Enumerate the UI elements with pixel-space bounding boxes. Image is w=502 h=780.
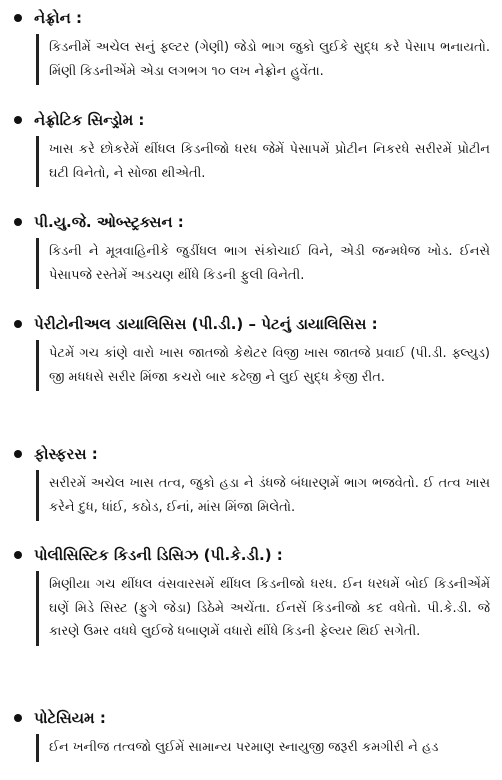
entry-heading — [10, 210, 496, 234]
entry-heading — [10, 108, 496, 132]
glossary-entry — [10, 6, 496, 85]
entry-term: પોલીસિસ્ટિક કિડની ડિસિઝ (પી.કે.ડી.) : — [34, 546, 283, 564]
bullet-icon — [14, 320, 22, 328]
glossary-entry — [10, 706, 496, 762]
entry-term: નેફ્રોન : — [34, 9, 83, 27]
entry-definition: સરીરમેં અચેલ ખાસ તત્વ, જુકો હડા ને ડંધજે બંધારણમેં ભાગ ભજવેતો. ઈ તત્વ ખાસ કરેને દુધ, ધાંઈ, કઠોડ, ઈનાં, માંસ મિંજા મિલેતો. — [36, 470, 496, 521]
glossary-entry — [10, 543, 496, 646]
bullet-icon — [14, 551, 22, 559]
entry-term: પી.યુ.જે. ઓબ્સ્ટ્રક્સન : — [34, 213, 184, 231]
glossary-entry — [10, 108, 496, 187]
entry-heading — [10, 312, 496, 336]
entry-heading — [10, 543, 496, 567]
bullet-icon — [14, 116, 22, 124]
entry-term: પોટેસિયમ : — [34, 709, 106, 727]
entry-definition: કિડનીમેં અચેલ સનું ફ્લ્ટર (ગેણી) જેડો ભાગ જુકો લુઈકે સુદ્ધ કરે પેસાપ ભનાયતો. મિંણી કિડનીએંમે એડા લગભગ ૧૦ લખ નેફ્રોન હુવેંતા. — [36, 34, 496, 85]
entry-definition: ખાસ કરે છોકરેમેં થીંધલ કિડનીજો ધરધ જેમેં પેસાપમેં પ્રોટીન નિકરધે સરીરમેં પ્રોટીન ઘટી વિનેતો, ને સોજા થીએતી. — [36, 136, 496, 187]
glossary-entry — [10, 210, 496, 289]
bullet-icon — [14, 218, 22, 226]
entry-definition: ઈન ખનીજ તત્વજો લુઈમેં સામાન્ય પરમાણ સ્નાયુજી જરૂરી કમગીરી ને હડ — [36, 734, 496, 762]
entry-term: નેફ્રોટિક સિન્ડ્રોમ : — [34, 111, 145, 129]
bullet-icon — [14, 14, 22, 22]
bullet-icon — [14, 714, 22, 722]
entry-term: પેરીટોનીઅલ ડાયાલિસિસ (પી.ડી.) – પેટનું ડાયાલિસિસ : — [34, 315, 378, 333]
glossary-entry — [10, 312, 496, 391]
entry-definition: કિડની ને મૂત્રવાહિનીકે જુડીંધલ ભાગ સંકોચાઈ વિને, એડી જન્મધેજ ખોડ. ઈનસે પેસાપજે રસ્તેમેં અડચણ થીંધે કિડની ફુલી વિનેતી. — [36, 238, 496, 289]
glossary-entry — [10, 442, 496, 521]
entry-definition: મિણીયા ગચ થીંધલ વંસવારસમેં થીંધલ કિડનીજો ધરધ. ઈન ધરધમેં બોઈ કિડનીએંમેં ઘણેં મિડે સિસ્ટ (ફુગે જેડા) ડિઠેમે અચેંતા. ઈનસેં કિડનીજો કદ વધેતો. પી.કે.ડી. જે કારણે ઉમર વધધે લુઈજે ધબાણમેં વધારો થીંધે કિડની ફેલ્યર થિઈ સગેતી. — [36, 571, 496, 646]
entry-heading — [10, 706, 496, 730]
entry-heading — [10, 442, 496, 466]
entry-term: ફોસ્ફરસ : — [34, 445, 98, 463]
entry-definition: પેટમેં ગચ કાંણે વારો ખાસ જાતજો કેથેટર વિજી ખાસ જાતજે પ્રવાઈ (પી.ડી. ફ્લ્યુડ) જી મધધસે સરીર મિંજા કચરો બાર કઢેજી ને લુઈ સુદ્ધ કેજી રીત. — [36, 340, 496, 391]
entry-heading — [10, 6, 496, 30]
bullet-icon — [14, 450, 22, 458]
